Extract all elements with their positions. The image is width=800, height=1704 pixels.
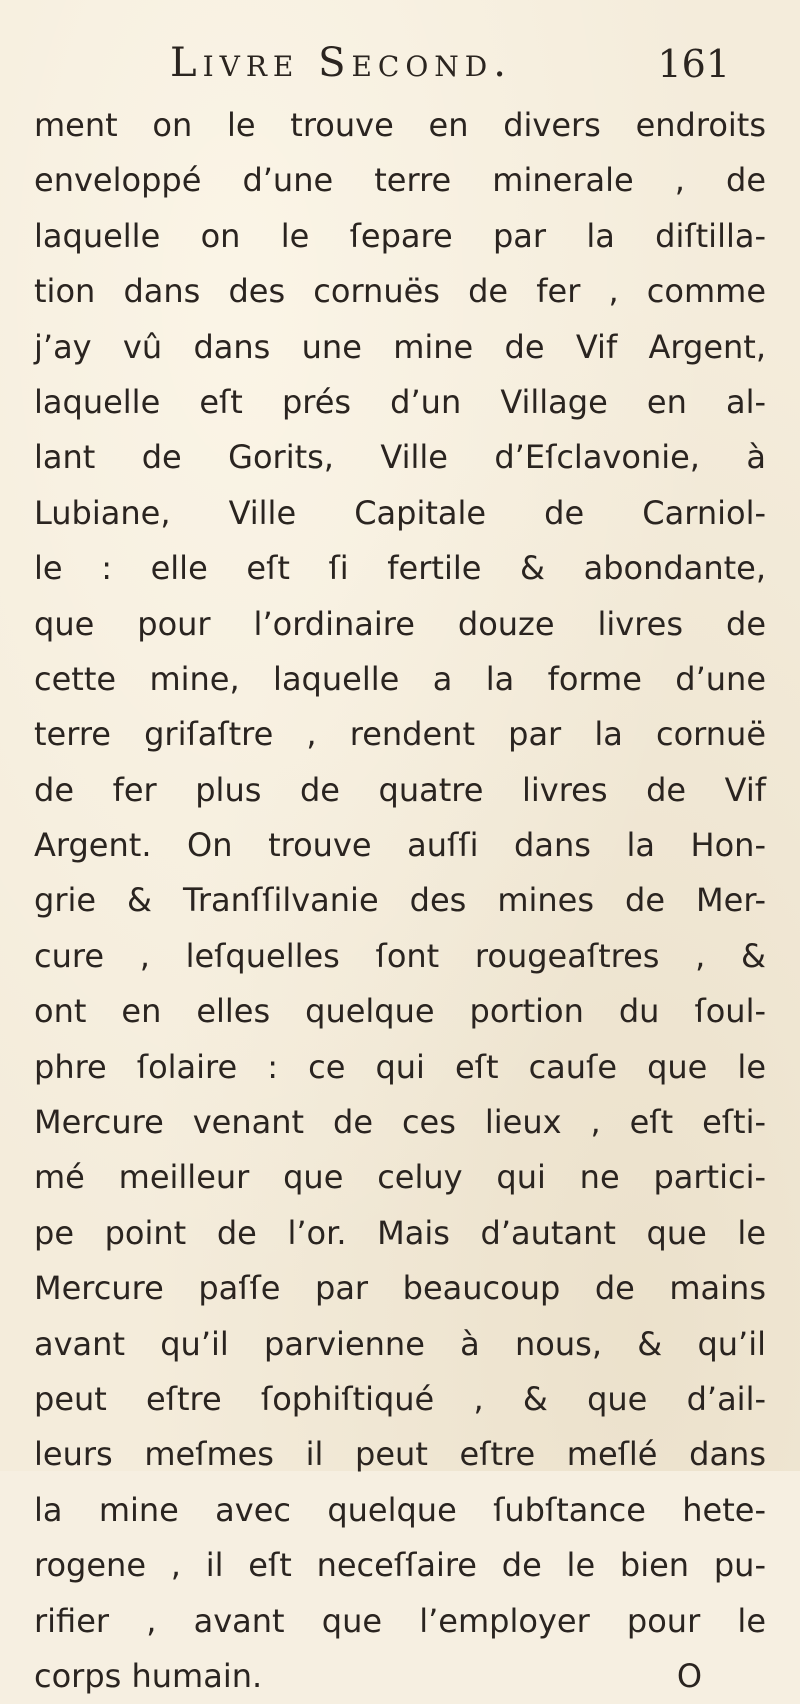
text-line-final xyxy=(34,1649,766,1704)
running-head xyxy=(170,40,730,90)
text-line: mé meilleur que celuy qui ne partici- xyxy=(34,1158,766,1197)
text-line: la mine avec quelque ſubſtance hete- xyxy=(34,1490,766,1529)
text-line: cette mine, laquelle a la forme d’une xyxy=(34,659,766,698)
catchword: O xyxy=(676,1656,702,1695)
text-line: rogene , il eſt neceſſaire de le bien pu- xyxy=(34,1546,766,1585)
text-line: ont en elles quelque portion du ſoul- xyxy=(34,992,766,1031)
text-line: de fer plus de quatre livres de Vif xyxy=(34,770,766,809)
text-line: leurs meſmes il peut eſtre meſlé dans xyxy=(34,1435,766,1474)
text-line: Argent. On trouve auſſi dans la Hon- xyxy=(34,826,766,865)
text-line: que pour l’ordinaire douze livres de xyxy=(34,604,766,643)
text-line: ment on le trouve en divers endroits xyxy=(34,106,766,144)
text-line: enveloppé d’une terre minerale , de xyxy=(34,161,766,200)
text-line: terre griſaſtre , rendent par la cornuë xyxy=(34,715,766,754)
text-line: le : elle eſt ſi fertile & abondante, xyxy=(34,549,766,588)
text-line: avant qu’il parvienne à nous, & qu’il xyxy=(34,1324,766,1363)
text-line: pe point de l’or. Mais d’autant que le xyxy=(34,1213,766,1252)
body-text xyxy=(34,98,766,1704)
text-line: grie & Tranſſilvanie des mines de Mer- xyxy=(34,881,766,920)
text-line: j’ay vû dans une mine de Vif Argent, xyxy=(34,327,766,366)
running-title: Livre Second. xyxy=(170,40,512,86)
text-line: laquelle eſt prés d’un Village en al- xyxy=(34,382,766,421)
text-line: peut eſtre ſophiſtiqué , & que d’ail- xyxy=(34,1379,766,1418)
text-line: tion dans des cornuës de fer , comme xyxy=(34,272,766,311)
text-line: laquelle on le ſepare par la diſtilla- xyxy=(34,216,766,255)
text-line: lant de Gorits, Ville d’Eſclavonie, à xyxy=(34,438,766,477)
text-line: phre ſolaire : ce qui eſt cauſe que le xyxy=(34,1047,766,1086)
text-line: cure , leſquelles ſont rougeaſtres , & xyxy=(34,936,766,975)
page-number: 161 xyxy=(657,42,730,86)
text-line: Mercure paſſe par beaucoup de mains xyxy=(34,1269,766,1308)
text-line: Mercure venant de ces lieux , eſt eſti- xyxy=(34,1103,766,1142)
final-line-text: corps humain. xyxy=(34,1656,263,1695)
text-line: Lubiane, Ville Capitale de Carniol- xyxy=(34,493,766,532)
text-line: rifier , avant que l’employer pour le xyxy=(34,1601,766,1640)
